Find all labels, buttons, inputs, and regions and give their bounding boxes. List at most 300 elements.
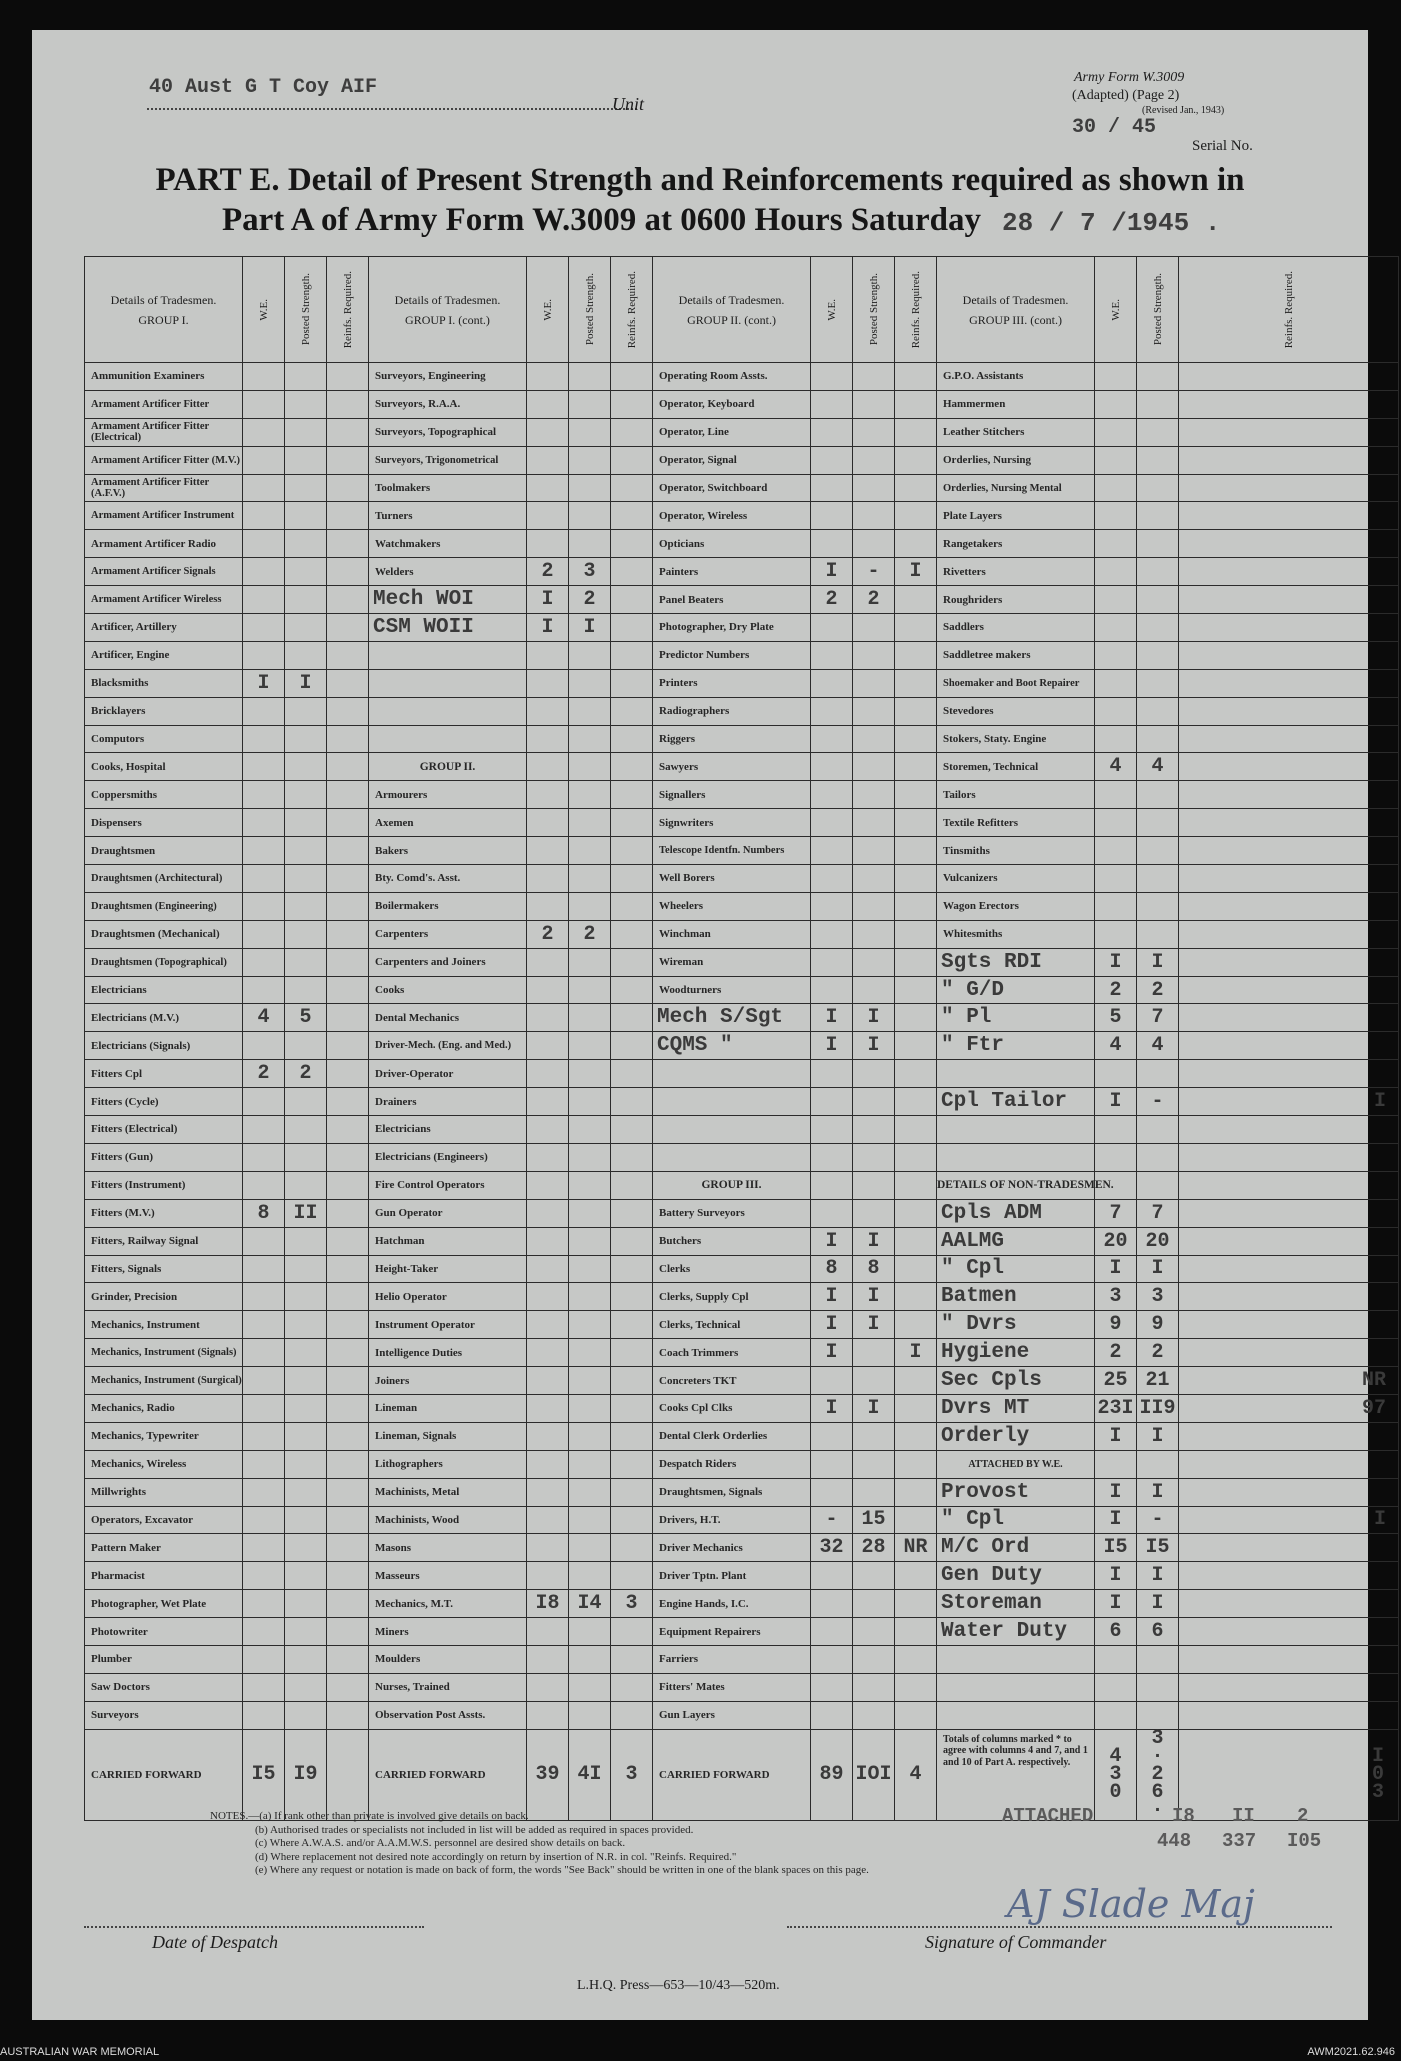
table-row bbox=[85, 1701, 1399, 1729]
table-row bbox=[85, 614, 1399, 642]
trade-posted bbox=[285, 753, 327, 781]
trade-name: Joiners bbox=[369, 1367, 527, 1395]
trade-posted bbox=[285, 725, 327, 753]
trade-posted bbox=[569, 781, 611, 809]
trade-we: - bbox=[811, 1506, 853, 1534]
trade-reinfs bbox=[611, 837, 653, 865]
trade-we bbox=[243, 1116, 285, 1144]
trade-we bbox=[527, 1701, 569, 1729]
trade-reinfs bbox=[1179, 1199, 1399, 1227]
trade-we: I5 bbox=[1095, 1534, 1137, 1562]
trade-we bbox=[243, 1367, 285, 1395]
trade-reinfs bbox=[1179, 390, 1399, 418]
trade-we bbox=[243, 1562, 285, 1590]
trade-we: I bbox=[243, 669, 285, 697]
trade-name: Fitters (Cycle) bbox=[85, 1088, 243, 1116]
trade-we bbox=[811, 1450, 853, 1478]
trade-we bbox=[811, 502, 853, 530]
trade-we bbox=[243, 697, 285, 725]
trade-reinfs bbox=[611, 725, 653, 753]
trade-posted bbox=[285, 502, 327, 530]
trade-we bbox=[1095, 1701, 1137, 1729]
trade-reinfs bbox=[1179, 530, 1399, 558]
trade-name: Equipment Repairers bbox=[653, 1618, 811, 1646]
trade-reinfs bbox=[1179, 1645, 1399, 1673]
trade-name bbox=[369, 641, 527, 669]
trade-we bbox=[527, 1227, 569, 1255]
trade-reinfs: I bbox=[895, 1339, 937, 1367]
trade-posted bbox=[853, 390, 895, 418]
trade-posted bbox=[285, 446, 327, 474]
trade-we: 6 bbox=[1095, 1618, 1137, 1646]
trade-posted bbox=[853, 1618, 895, 1646]
trade-posted bbox=[853, 865, 895, 893]
trade-posted bbox=[569, 1143, 611, 1171]
trade-posted: 21 bbox=[1137, 1367, 1179, 1395]
trade-reinfs bbox=[1179, 669, 1399, 697]
trade-name: Coach Trimmers bbox=[653, 1339, 811, 1367]
trade-posted: 4 bbox=[1137, 1032, 1179, 1060]
trade-we bbox=[243, 1227, 285, 1255]
trade-name: Textile Refitters bbox=[937, 809, 1095, 837]
trade-reinfs bbox=[611, 976, 653, 1004]
trade-we bbox=[1095, 418, 1137, 446]
trade-name: Gun Operator bbox=[369, 1199, 527, 1227]
trade-we: 7 bbox=[1095, 1199, 1137, 1227]
trade-posted bbox=[853, 446, 895, 474]
trade-we bbox=[243, 1590, 285, 1618]
trade-posted bbox=[1137, 1116, 1179, 1144]
trade-we bbox=[811, 837, 853, 865]
trade-we bbox=[243, 1673, 285, 1701]
trade-name bbox=[937, 1645, 1095, 1673]
trade-name: Hammermen bbox=[937, 390, 1095, 418]
trade-name: Draughtsmen (Topographical) bbox=[85, 948, 243, 976]
trade-name: Batmen bbox=[937, 1283, 1095, 1311]
trade-reinfs bbox=[611, 1283, 653, 1311]
trade-we bbox=[811, 1116, 853, 1144]
trade-name: Hatchman bbox=[369, 1227, 527, 1255]
trade-name: Fitters (Gun) bbox=[85, 1143, 243, 1171]
table-row bbox=[85, 1478, 1399, 1506]
trade-we bbox=[527, 1004, 569, 1032]
trade-reinfs bbox=[1179, 1618, 1399, 1646]
trade-name bbox=[653, 1060, 811, 1088]
subheader-we-label: W.E. bbox=[257, 298, 270, 321]
trade-we bbox=[811, 865, 853, 893]
trade-reinfs bbox=[895, 1032, 937, 1060]
grand-we: 448 bbox=[1157, 1830, 1192, 1852]
trade-posted bbox=[285, 614, 327, 642]
trade-name: " Cpl bbox=[937, 1506, 1095, 1534]
trade-posted bbox=[853, 474, 895, 502]
trade-reinfs bbox=[895, 1060, 937, 1088]
trade-posted: 3 bbox=[1137, 1283, 1179, 1311]
trade-we: I bbox=[811, 558, 853, 586]
trade-reinfs bbox=[1179, 976, 1399, 1004]
trade-we bbox=[527, 1478, 569, 1506]
trade-we bbox=[243, 1171, 285, 1199]
trade-name: Saddlers bbox=[937, 614, 1095, 642]
trade-name: Winchman bbox=[653, 920, 811, 948]
trade-reinfs bbox=[327, 530, 369, 558]
trade-reinfs bbox=[327, 1339, 369, 1367]
trade-we: I bbox=[811, 1227, 853, 1255]
trade-posted: I5 bbox=[1137, 1534, 1179, 1562]
trade-posted bbox=[569, 1199, 611, 1227]
table-row bbox=[85, 641, 1399, 669]
note-e: (e) Where any request or notation is made on back of form, the words "See Back" should be written in one of the blank spaces on this page. bbox=[255, 1864, 869, 1876]
trade-posted bbox=[569, 948, 611, 976]
attached-reinfs: 2 bbox=[1297, 1805, 1309, 1827]
trade-we: 20 bbox=[1095, 1227, 1137, 1255]
trade-reinfs bbox=[895, 837, 937, 865]
trade-reinfs bbox=[895, 363, 937, 391]
table-row bbox=[85, 1116, 1399, 1144]
trade-posted bbox=[853, 809, 895, 837]
subheader-we bbox=[1095, 257, 1137, 363]
trade-reinfs bbox=[1179, 1534, 1399, 1562]
trade-we bbox=[1095, 614, 1137, 642]
trade-we bbox=[811, 1143, 853, 1171]
trade-posted: 2 bbox=[1137, 976, 1179, 1004]
trade-posted bbox=[569, 1562, 611, 1590]
despatch-label: Date of Despatch bbox=[152, 1932, 278, 1952]
table-row bbox=[85, 697, 1399, 725]
trade-name: Moulders bbox=[369, 1645, 527, 1673]
trade-we bbox=[243, 948, 285, 976]
trade-name: Riggers bbox=[653, 725, 811, 753]
trade-posted: I bbox=[853, 1283, 895, 1311]
trade-posted bbox=[569, 837, 611, 865]
trade-posted: 7 bbox=[1137, 1004, 1179, 1032]
trade-posted bbox=[853, 948, 895, 976]
trade-reinfs bbox=[611, 948, 653, 976]
trade-we bbox=[243, 1506, 285, 1534]
trade-reinfs bbox=[611, 586, 653, 614]
trade-posted bbox=[569, 1506, 611, 1534]
trade-we bbox=[243, 1534, 285, 1562]
trade-we bbox=[243, 1450, 285, 1478]
trade-name: Orderlies, Nursing Mental bbox=[937, 474, 1095, 502]
table-row bbox=[85, 1032, 1399, 1060]
trade-reinfs bbox=[611, 1311, 653, 1339]
trade-reinfs bbox=[327, 1618, 369, 1646]
trade-name: Ammunition Examiners bbox=[85, 363, 243, 391]
trade-reinfs bbox=[895, 976, 937, 1004]
trade-name: Bty. Comd's. Asst. bbox=[369, 865, 527, 893]
trade-reinfs bbox=[327, 363, 369, 391]
trade-reinfs: NR bbox=[1179, 1367, 1399, 1395]
trade-posted bbox=[1137, 614, 1179, 642]
trade-reinfs bbox=[327, 1283, 369, 1311]
trade-posted bbox=[569, 1060, 611, 1088]
trade-name: Whitesmiths bbox=[937, 920, 1095, 948]
trade-name: Armament Artificer Fitter (A.F.V.) bbox=[85, 474, 243, 502]
trade-reinfs bbox=[611, 1701, 653, 1729]
trade-posted bbox=[285, 892, 327, 920]
trade-we: 2 bbox=[527, 558, 569, 586]
trade-we: I bbox=[1095, 1590, 1137, 1618]
part-title-line1: PART E. Detail of Present Strength and Reinforcements required as shown in bbox=[155, 162, 1245, 198]
trade-reinfs bbox=[1179, 446, 1399, 474]
trade-posted: - bbox=[853, 558, 895, 586]
trade-we bbox=[811, 418, 853, 446]
trade-posted bbox=[285, 390, 327, 418]
trade-we bbox=[243, 1339, 285, 1367]
trade-name: Grinder, Precision bbox=[85, 1283, 243, 1311]
trade-posted bbox=[569, 1701, 611, 1729]
trade-reinfs bbox=[327, 1506, 369, 1534]
column-header-label: Details of Tradesmen. bbox=[110, 292, 217, 307]
trade-name: Height-Taker bbox=[369, 1255, 527, 1283]
grand-posted: 337 bbox=[1222, 1830, 1257, 1852]
trade-name: " Pl bbox=[937, 1004, 1095, 1032]
trade-posted bbox=[1137, 446, 1179, 474]
trade-name: Wagon Erectors bbox=[937, 892, 1095, 920]
trade-posted bbox=[569, 641, 611, 669]
trade-reinfs bbox=[611, 1562, 653, 1590]
subheader-posted bbox=[569, 257, 611, 363]
trade-reinfs bbox=[611, 1060, 653, 1088]
trade-reinfs bbox=[611, 1673, 653, 1701]
trade-name: Tinsmiths bbox=[937, 837, 1095, 865]
trade-reinfs bbox=[327, 1422, 369, 1450]
trade-name: Electricians (Signals) bbox=[85, 1032, 243, 1060]
trade-we: I bbox=[811, 1311, 853, 1339]
trade-we bbox=[527, 502, 569, 530]
table-row bbox=[85, 725, 1399, 753]
trade-reinfs bbox=[611, 390, 653, 418]
trade-name: Well Borers bbox=[653, 865, 811, 893]
trade-posted: 7 bbox=[1137, 1199, 1179, 1227]
trade-reinfs bbox=[1179, 1116, 1399, 1144]
trade-posted bbox=[1137, 1143, 1179, 1171]
trade-name: " G/D bbox=[937, 976, 1095, 1004]
trade-we bbox=[243, 725, 285, 753]
trade-reinfs bbox=[611, 1199, 653, 1227]
trade-name: Orderly bbox=[937, 1422, 1095, 1450]
trade-reinfs bbox=[895, 446, 937, 474]
subheader-posted-label: Posted Strength. bbox=[583, 273, 596, 346]
trade-posted: 2 bbox=[285, 1060, 327, 1088]
carried-forward-value: 39 bbox=[527, 1729, 569, 1820]
trade-posted bbox=[569, 1618, 611, 1646]
column-header-label: Details of Tradesmen. bbox=[678, 292, 785, 307]
trade-posted bbox=[285, 530, 327, 558]
trade-reinfs: I bbox=[1179, 1088, 1399, 1116]
table-row bbox=[85, 1171, 1399, 1199]
trade-name: Carpenters bbox=[369, 920, 527, 948]
trade-name: Battery Surveyors bbox=[653, 1199, 811, 1227]
trade-posted bbox=[569, 1422, 611, 1450]
trade-reinfs bbox=[327, 641, 369, 669]
trade-reinfs bbox=[1179, 1450, 1399, 1478]
trade-we bbox=[527, 1422, 569, 1450]
trade-posted bbox=[853, 641, 895, 669]
table-row bbox=[85, 418, 1399, 446]
trade-reinfs bbox=[327, 669, 369, 697]
carried-forward-value: 4 bbox=[895, 1729, 937, 1820]
trade-posted bbox=[285, 586, 327, 614]
trade-reinfs bbox=[1179, 1171, 1399, 1199]
trade-we bbox=[1095, 558, 1137, 586]
trade-posted bbox=[569, 1673, 611, 1701]
trade-name: Drainers bbox=[369, 1088, 527, 1116]
trade-posted bbox=[285, 1116, 327, 1144]
trade-we bbox=[527, 669, 569, 697]
revised-label: (Revised Jan., 1943) bbox=[1142, 105, 1225, 116]
trade-posted: 8 bbox=[853, 1255, 895, 1283]
trade-name: AALMG bbox=[937, 1227, 1095, 1255]
trade-we bbox=[527, 865, 569, 893]
trade-we bbox=[811, 363, 853, 391]
trade-reinfs bbox=[895, 753, 937, 781]
trade-name: Machinists, Metal bbox=[369, 1478, 527, 1506]
trade-posted bbox=[853, 614, 895, 642]
trade-reinfs bbox=[611, 641, 653, 669]
trade-we bbox=[811, 1701, 853, 1729]
trade-name: Coppersmiths bbox=[85, 781, 243, 809]
trade-we: 2 bbox=[527, 920, 569, 948]
trade-posted bbox=[569, 976, 611, 1004]
trade-name: Pharmacist bbox=[85, 1562, 243, 1590]
table-row bbox=[85, 865, 1399, 893]
trade-we bbox=[527, 1283, 569, 1311]
table-row bbox=[85, 1450, 1399, 1478]
trade-name: Operator, Signal bbox=[653, 446, 811, 474]
trade-posted bbox=[1137, 558, 1179, 586]
trade-reinfs bbox=[1179, 1311, 1399, 1339]
trade-name: Dental Mechanics bbox=[369, 1004, 527, 1032]
trade-we: I bbox=[527, 614, 569, 642]
trade-we bbox=[1095, 502, 1137, 530]
carried-forward-value: 89 bbox=[811, 1729, 853, 1820]
trade-we bbox=[243, 920, 285, 948]
trade-reinfs bbox=[1179, 1255, 1399, 1283]
trade-name: Driver-Operator bbox=[369, 1060, 527, 1088]
trade-we bbox=[243, 363, 285, 391]
trade-we bbox=[1095, 530, 1137, 558]
trade-name: Axemen bbox=[369, 809, 527, 837]
trade-we bbox=[811, 948, 853, 976]
form-page bbox=[32, 30, 1386, 2020]
trade-name: Lineman bbox=[369, 1394, 527, 1422]
trade-reinfs bbox=[327, 1478, 369, 1506]
trade-reinfs bbox=[895, 1227, 937, 1255]
trade-we: 2 bbox=[811, 586, 853, 614]
trade-posted bbox=[1137, 865, 1179, 893]
trade-reinfs bbox=[1179, 586, 1399, 614]
trade-name: Stokers, Staty. Engine bbox=[937, 725, 1095, 753]
table-row bbox=[85, 390, 1399, 418]
trade-reinfs bbox=[327, 1255, 369, 1283]
trade-name: Mechanics, Instrument (Surgical) bbox=[85, 1367, 243, 1395]
trade-name: Armament Artificer Fitter bbox=[85, 390, 243, 418]
trade-name: Predictor Numbers bbox=[653, 641, 811, 669]
trade-reinfs: 97 bbox=[1179, 1394, 1399, 1422]
trade-reinfs bbox=[1179, 920, 1399, 948]
trade-reinfs bbox=[611, 753, 653, 781]
trade-we: I bbox=[1095, 948, 1137, 976]
trade-reinfs bbox=[895, 1171, 937, 1199]
trade-we bbox=[527, 1032, 569, 1060]
trade-name: " Ftr bbox=[937, 1032, 1095, 1060]
trade-posted: I bbox=[1137, 1562, 1179, 1590]
trade-posted bbox=[853, 781, 895, 809]
subheader-posted bbox=[285, 257, 327, 363]
trade-we bbox=[527, 1450, 569, 1478]
trade-reinfs bbox=[611, 446, 653, 474]
trade-reinfs bbox=[1179, 1283, 1399, 1311]
trade-we bbox=[243, 865, 285, 893]
trade-we: I bbox=[1095, 1422, 1137, 1450]
subheader-we bbox=[243, 257, 285, 363]
trade-reinfs bbox=[895, 1478, 937, 1506]
trade-name: Clerks, Supply Cpl bbox=[653, 1283, 811, 1311]
trade-reinfs bbox=[895, 1088, 937, 1116]
date-value: 28 / 7 /1945 . bbox=[1002, 208, 1221, 238]
trade-we bbox=[527, 1311, 569, 1339]
column-header-label: Details of Tradesmen. bbox=[394, 292, 501, 307]
trade-reinfs bbox=[895, 418, 937, 446]
trade-posted bbox=[569, 1255, 611, 1283]
trade-we bbox=[527, 976, 569, 1004]
trade-reinfs bbox=[327, 1171, 369, 1199]
trade-name: G.P.O. Assistants bbox=[937, 363, 1095, 391]
trade-we bbox=[811, 614, 853, 642]
table-row bbox=[85, 809, 1399, 837]
trade-name: Surveyors, R.A.A. bbox=[369, 390, 527, 418]
unit-underline bbox=[147, 108, 637, 110]
trade-we: I bbox=[1095, 1478, 1137, 1506]
trade-we bbox=[243, 446, 285, 474]
trade-posted bbox=[853, 1590, 895, 1618]
trade-reinfs bbox=[895, 614, 937, 642]
trade-reinfs bbox=[611, 1618, 653, 1646]
trade-we bbox=[527, 418, 569, 446]
table-row bbox=[85, 1004, 1399, 1032]
trade-we bbox=[811, 1060, 853, 1088]
column-header-1 bbox=[85, 257, 243, 363]
trade-reinfs bbox=[1179, 1004, 1399, 1032]
trade-reinfs bbox=[895, 1590, 937, 1618]
commander-signature: AJ Slade Maj bbox=[1007, 1882, 1255, 1926]
trade-name: Mech S/Sgt bbox=[653, 1004, 811, 1032]
trade-name: Electricians bbox=[85, 976, 243, 1004]
trade-we: 25 bbox=[1095, 1367, 1137, 1395]
trade-we bbox=[1095, 474, 1137, 502]
trade-we bbox=[811, 920, 853, 948]
trade-reinfs bbox=[1179, 1673, 1399, 1701]
trade-name: Driver Tptn. Plant bbox=[653, 1562, 811, 1590]
trade-we bbox=[527, 1199, 569, 1227]
trade-we: 23I bbox=[1095, 1394, 1137, 1422]
carried-forward-label: CARRIED FORWARD bbox=[653, 1729, 811, 1820]
trade-we bbox=[243, 586, 285, 614]
trade-reinfs bbox=[895, 1701, 937, 1729]
trade-we bbox=[1095, 1116, 1137, 1144]
trade-reinfs bbox=[327, 1032, 369, 1060]
trade-posted bbox=[1137, 586, 1179, 614]
despatch-line bbox=[84, 1926, 424, 1928]
trade-posted bbox=[1137, 363, 1179, 391]
archive-id: AWM2021.62.946 bbox=[1307, 2046, 1395, 2058]
trade-posted bbox=[853, 837, 895, 865]
trade-name: Cpl Tailor bbox=[937, 1088, 1095, 1116]
trade-we bbox=[243, 781, 285, 809]
trade-name: Plate Layers bbox=[937, 502, 1095, 530]
